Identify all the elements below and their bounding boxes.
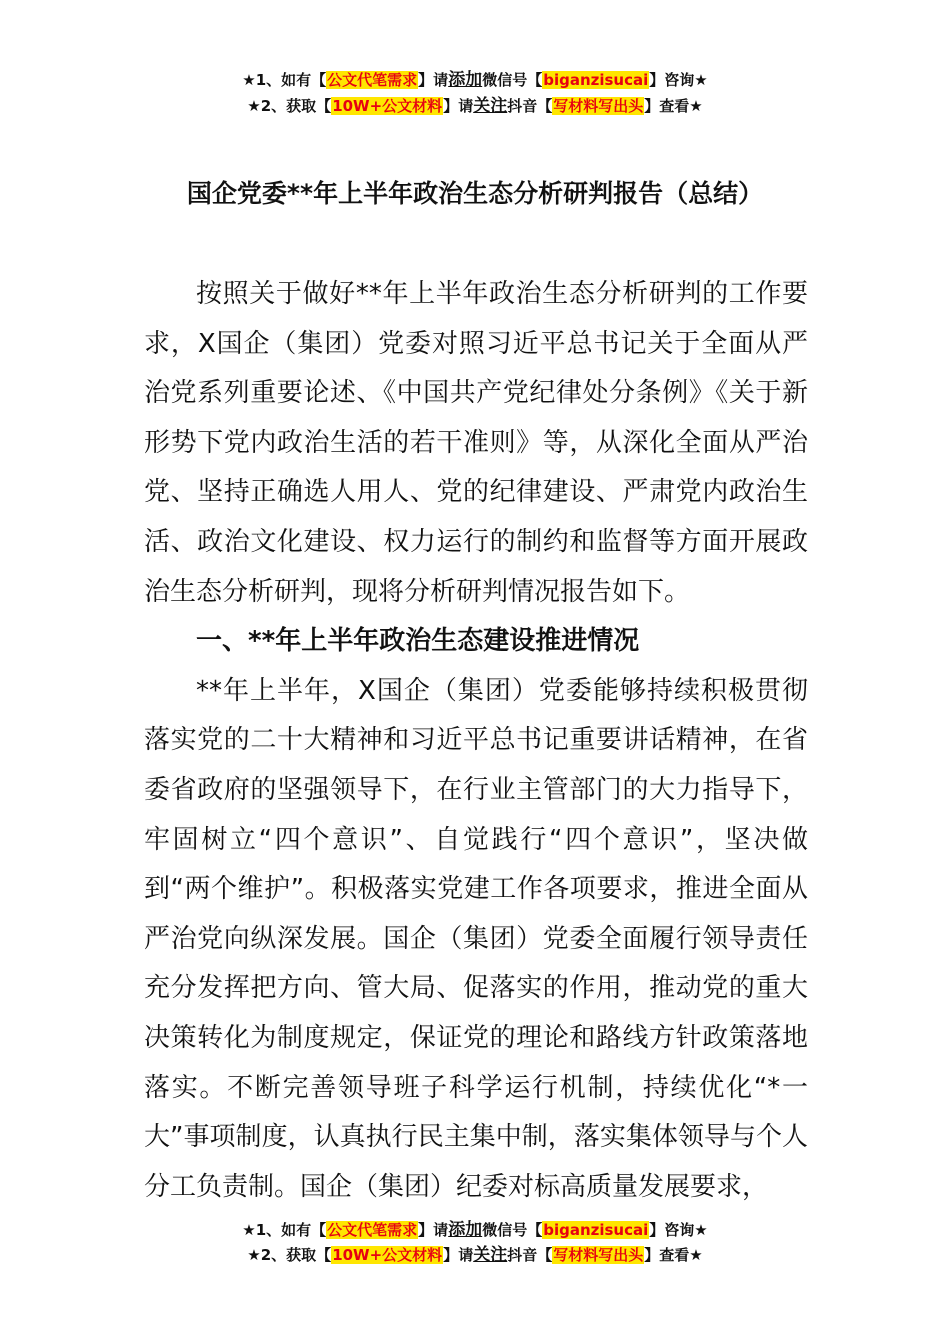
- ad-text: 抖音【: [507, 97, 553, 115]
- ad-wechat-id: biganzisucai: [543, 71, 649, 89]
- ad-emphasis: 关注: [473, 96, 508, 116]
- ad-highlight: 写材料写出头: [553, 1246, 644, 1264]
- section-heading-1: 一、**年上半年政治生态建设推进情况: [196, 626, 640, 657]
- ad-text: 】请: [418, 71, 449, 89]
- paragraph-intro: 按照关于做好**年上半年政治生态分析研判的工作要求，X国企（集团）党委对照习近平总书记关于全面从严治党系列重要论述、《中国共产党纪律处分条例》《关于新形势下党内政治生活的若干准则》等，从深化全面从严治党、坚持正确选人用人、党的纪律建设、严肃党内政治生活、政治文化建设、权力运行的制约和监督等方面开展政治生态分析研判，现将分析研判情况报告如下。: [144, 279, 808, 607]
- ad-highlight: 10W+公文材料: [332, 1246, 443, 1264]
- ad-text: 】查看★: [644, 1246, 703, 1264]
- ad-text: ★2、获取【: [247, 1246, 332, 1264]
- ad-emphasis: 添加: [448, 70, 483, 90]
- ad-highlight: 10W+公文材料: [332, 97, 443, 115]
- ad-text: ★1、如有【: [242, 1221, 327, 1239]
- ad-highlight: 写材料写出头: [553, 97, 644, 115]
- ad-text: 】咨询★: [649, 1221, 708, 1239]
- ad-text: ★2、获取【: [247, 97, 332, 115]
- ad-emphasis: 关注: [473, 1245, 508, 1265]
- ad-text: 微信号【: [482, 71, 543, 89]
- paragraph-section-1: **年上半年，X国企（集团）党委能够持续积极贯彻落实党的二十大精神和习近平总书记重要讲话精神，在省委省政府的坚强领导下，在行业主管部门的大力指导下，牢固树立“四个意识”、自觉践行“四个意识”，坚决做到“两个维护”。积极落实党建工作各项要求，推进全面从严治党向纵深发展。国企（集团）党委全面履行领导责任充分发挥把方向、管大局、促落实的作用，推动党的重大决策转化为制度规定，保证党的理论和路线方针政策落地落实。不断完善领导班子科学运行机制，持续优化“*一大”事项制度，认真执行民主集中制，落实集体领导与个人分工负责制。国企（集团）纪委对标高质量发展要求，: [144, 675, 808, 1202]
- ad-highlight: 公文代笔需求: [327, 1221, 418, 1239]
- ad-text: 】请: [443, 1246, 474, 1264]
- ad-banner-bottom-line-1: [0, 1218, 950, 1242]
- ad-text: 微信号【: [482, 1221, 543, 1239]
- ad-banner-bottom-line-2: [0, 1243, 950, 1267]
- ad-text: 】咨询★: [649, 71, 708, 89]
- document-title: 国企党委**年上半年政治生态分析研判报告（总结）: [186, 179, 764, 208]
- ad-highlight: 公文代笔需求: [327, 71, 418, 89]
- ad-text: 】请: [418, 1221, 449, 1239]
- ad-banner-top-line-1: [0, 68, 950, 92]
- ad-text: 抖音【: [507, 1246, 553, 1264]
- ad-banner-top-line-2: [0, 94, 950, 118]
- ad-text: 】请: [443, 97, 474, 115]
- ad-text: 】查看★: [644, 97, 703, 115]
- ad-text: ★1、如有【: [242, 71, 327, 89]
- document-body: [144, 270, 808, 1212]
- ad-emphasis: 添加: [448, 1220, 483, 1240]
- ad-wechat-id: biganzisucai: [543, 1221, 649, 1239]
